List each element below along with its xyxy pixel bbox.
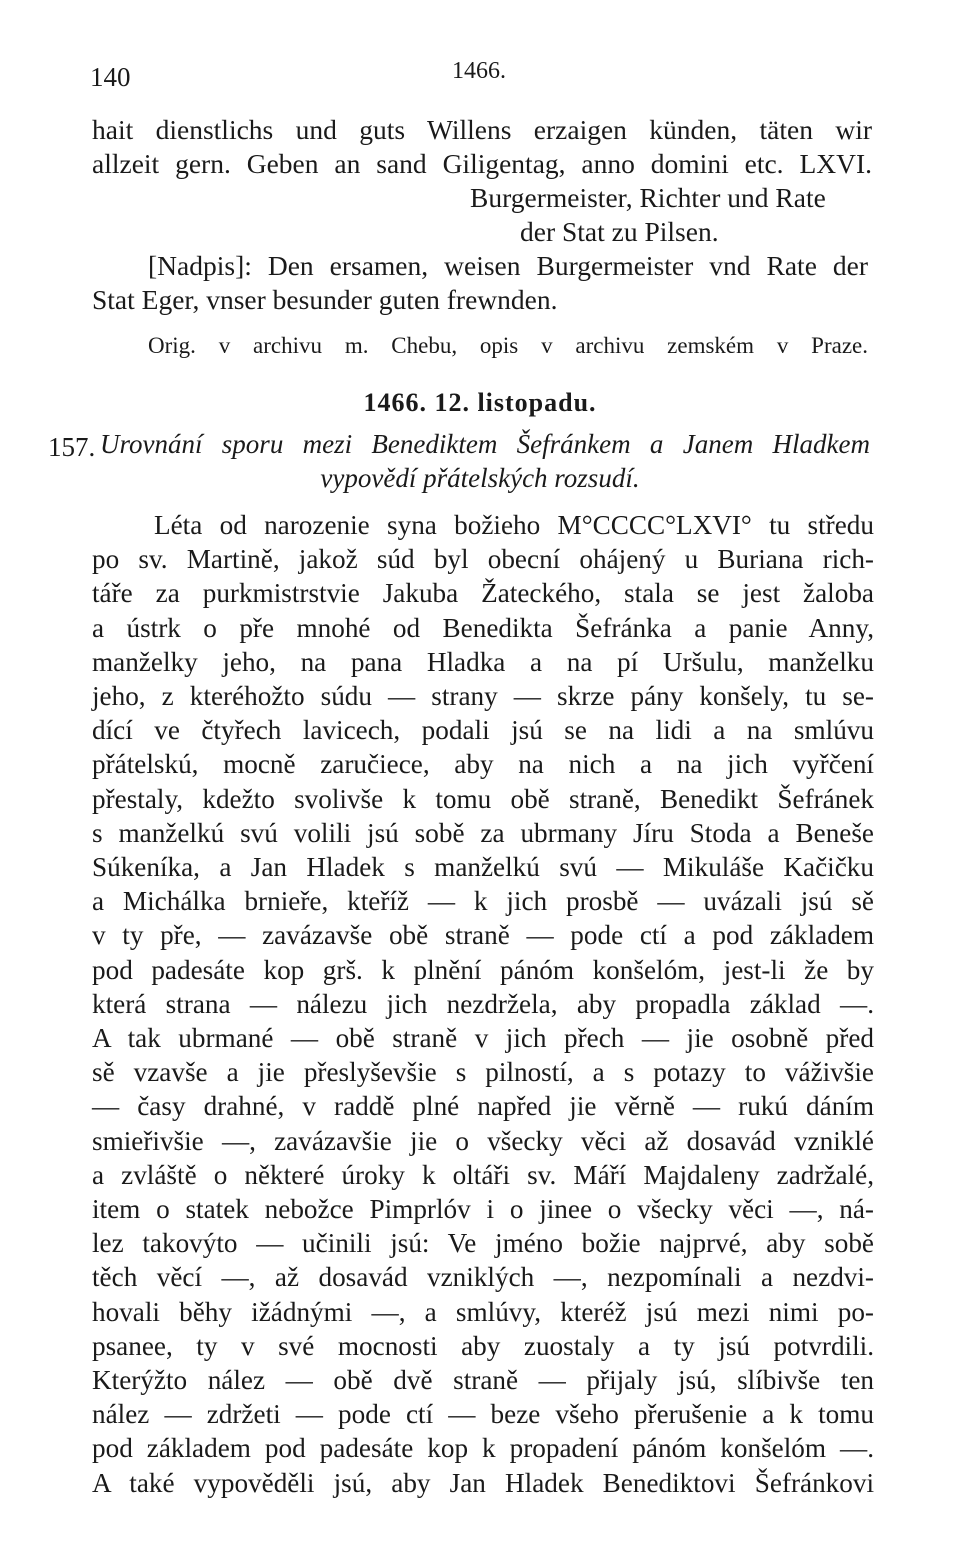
- body-line: item o statek nebožce Pimprlóv i o jinee o všecky věci —, ná-: [92, 1194, 874, 1225]
- body-line: pod padesáte kop grš. k plnění pánóm konšelóm, jest-li že by: [92, 954, 874, 985]
- signature-line-1: Burgermeister, Richter und Rate: [470, 182, 826, 213]
- body-line: nález — zdržeti — pode ctí — beze všeho přerušenie a k tomu: [92, 1399, 874, 1430]
- body-line: hovali běhy ižádnými —, a smlúvy, kteréž jsú mezi nimi po-: [92, 1296, 874, 1327]
- body-line: psanee, ty v své mocnosti aby zuostaly a ty jsú potvrdili.: [92, 1330, 874, 1361]
- source-note: Orig. v archivu m. Chebu, opis v archivu zemském v Praze.: [148, 333, 868, 358]
- address-line-1: [Nadpis]: Den ersamen, weisen Burgermeister vnd Rate der: [148, 250, 868, 281]
- body-line: která strana — nálezu jich nezdržela, aby propadla základ —.: [92, 988, 874, 1019]
- document-title-line-1: Urovnání sporu mezi Benediktem Šefránkem a Janem Hladkem: [100, 429, 870, 459]
- body-line: sě vzavše a jie přeslyševšie s pilností, a s potazy to váživšie: [92, 1057, 874, 1088]
- body-line: Kterýžto nález — obě dvě straně — přijaly jsú, slíbivše ten: [92, 1365, 874, 1396]
- body-line: s manželkú svú volili jsú sobě za ubrmany Jíru Stoda a Beneše: [92, 817, 874, 848]
- prev-text-line-1: hait dienstlichs und guts Willens erzaigen künden, täten wir: [92, 114, 872, 145]
- body-line: smieřivšie —, zavázavšie jie o všecky věci až dosavád vzniklé: [92, 1125, 874, 1156]
- body-line: v ty pře, — zavázavše obě straně — pode ctí a pod základem: [92, 920, 874, 951]
- body-line: Súkeníka, a Jan Hladek s manželkú svú — Mikuláše Kačičku: [92, 852, 874, 883]
- running-head-year: 1466.: [452, 58, 506, 84]
- page-header: [0, 58, 960, 98]
- body-line: A také vypověděli jsú, aby Jan Hladek Benediktovi Šefránkovi: [92, 1467, 874, 1498]
- body-line: pod základem pod padesáte kop k propadení pánóm konšelóm —.: [92, 1433, 874, 1464]
- document-number: 157.: [48, 432, 96, 462]
- body-line: a zvláště o některé úroky k oltáři sv. Máří Majdaleny zadržalé,: [92, 1159, 874, 1190]
- body-line: dící ve čtyřech lavicech, podali jsú se na lidi a na smlúvu: [92, 715, 874, 746]
- body-line: přátelskú, mocně zaručiece, aby na nich a na jich vyřčení: [92, 749, 874, 780]
- body-line: tářе za purkmistrstvie Jakuba Žateckého, stala se jest žaloba: [92, 578, 874, 609]
- address-line-2: Stat Eger, vnser besunder guten frewnden.: [92, 284, 558, 315]
- body-line: a ústrk o pře mnohé od Benedikta Šefránka a panie Anny,: [92, 612, 874, 643]
- document-body: [92, 508, 874, 1500]
- body-line: přestaly, kdežto svolivše k tomu obě straně, Benedikt Šefránek: [92, 783, 874, 814]
- page-number: 140: [90, 62, 131, 92]
- body-line: lez takovýto — učinili jsú: Ve jméno božie najprvé, aby sobě: [92, 1228, 874, 1259]
- body-line: a Michálka brnieře, kteříž — k jich prosbě — uvázali jsú sě: [92, 886, 874, 917]
- prev-text-line-2: allzeit gern. Geben an sand Giligentag, anno domini etc. LXVI.: [92, 148, 872, 179]
- body-line: těch věcí —, až dosavád vzniklých —, nezpomínali a nezdvi-: [92, 1262, 874, 1293]
- body-line: po sv. Martině, jakož súd byl obecní ohájený u Buriana rich-: [92, 544, 874, 575]
- signature-line-2: der Stat zu Pilsen.: [520, 216, 719, 247]
- body-line: jeho, z kteréhožto súdu — strany — skrze pány konšely, tu se-: [92, 681, 874, 712]
- document-title-line-2: vypovědí přátelských rozsudí.: [320, 463, 640, 493]
- body-line: Léta od narozenie syna božieho M°CCCC°LXVI° tu středu: [154, 510, 874, 540]
- body-line: — časy drahné, v raddě plné napřed jie věrně — rukú dáním: [92, 1091, 874, 1122]
- document-date: 1466. 12. listopadu.: [363, 388, 597, 417]
- body-line: manželky jeho, na pana Hladka a na pí Uršulu, manželku: [92, 646, 874, 677]
- body-line: A tak ubrmané — obě straně v jich přech — jie osobně před: [92, 1023, 874, 1054]
